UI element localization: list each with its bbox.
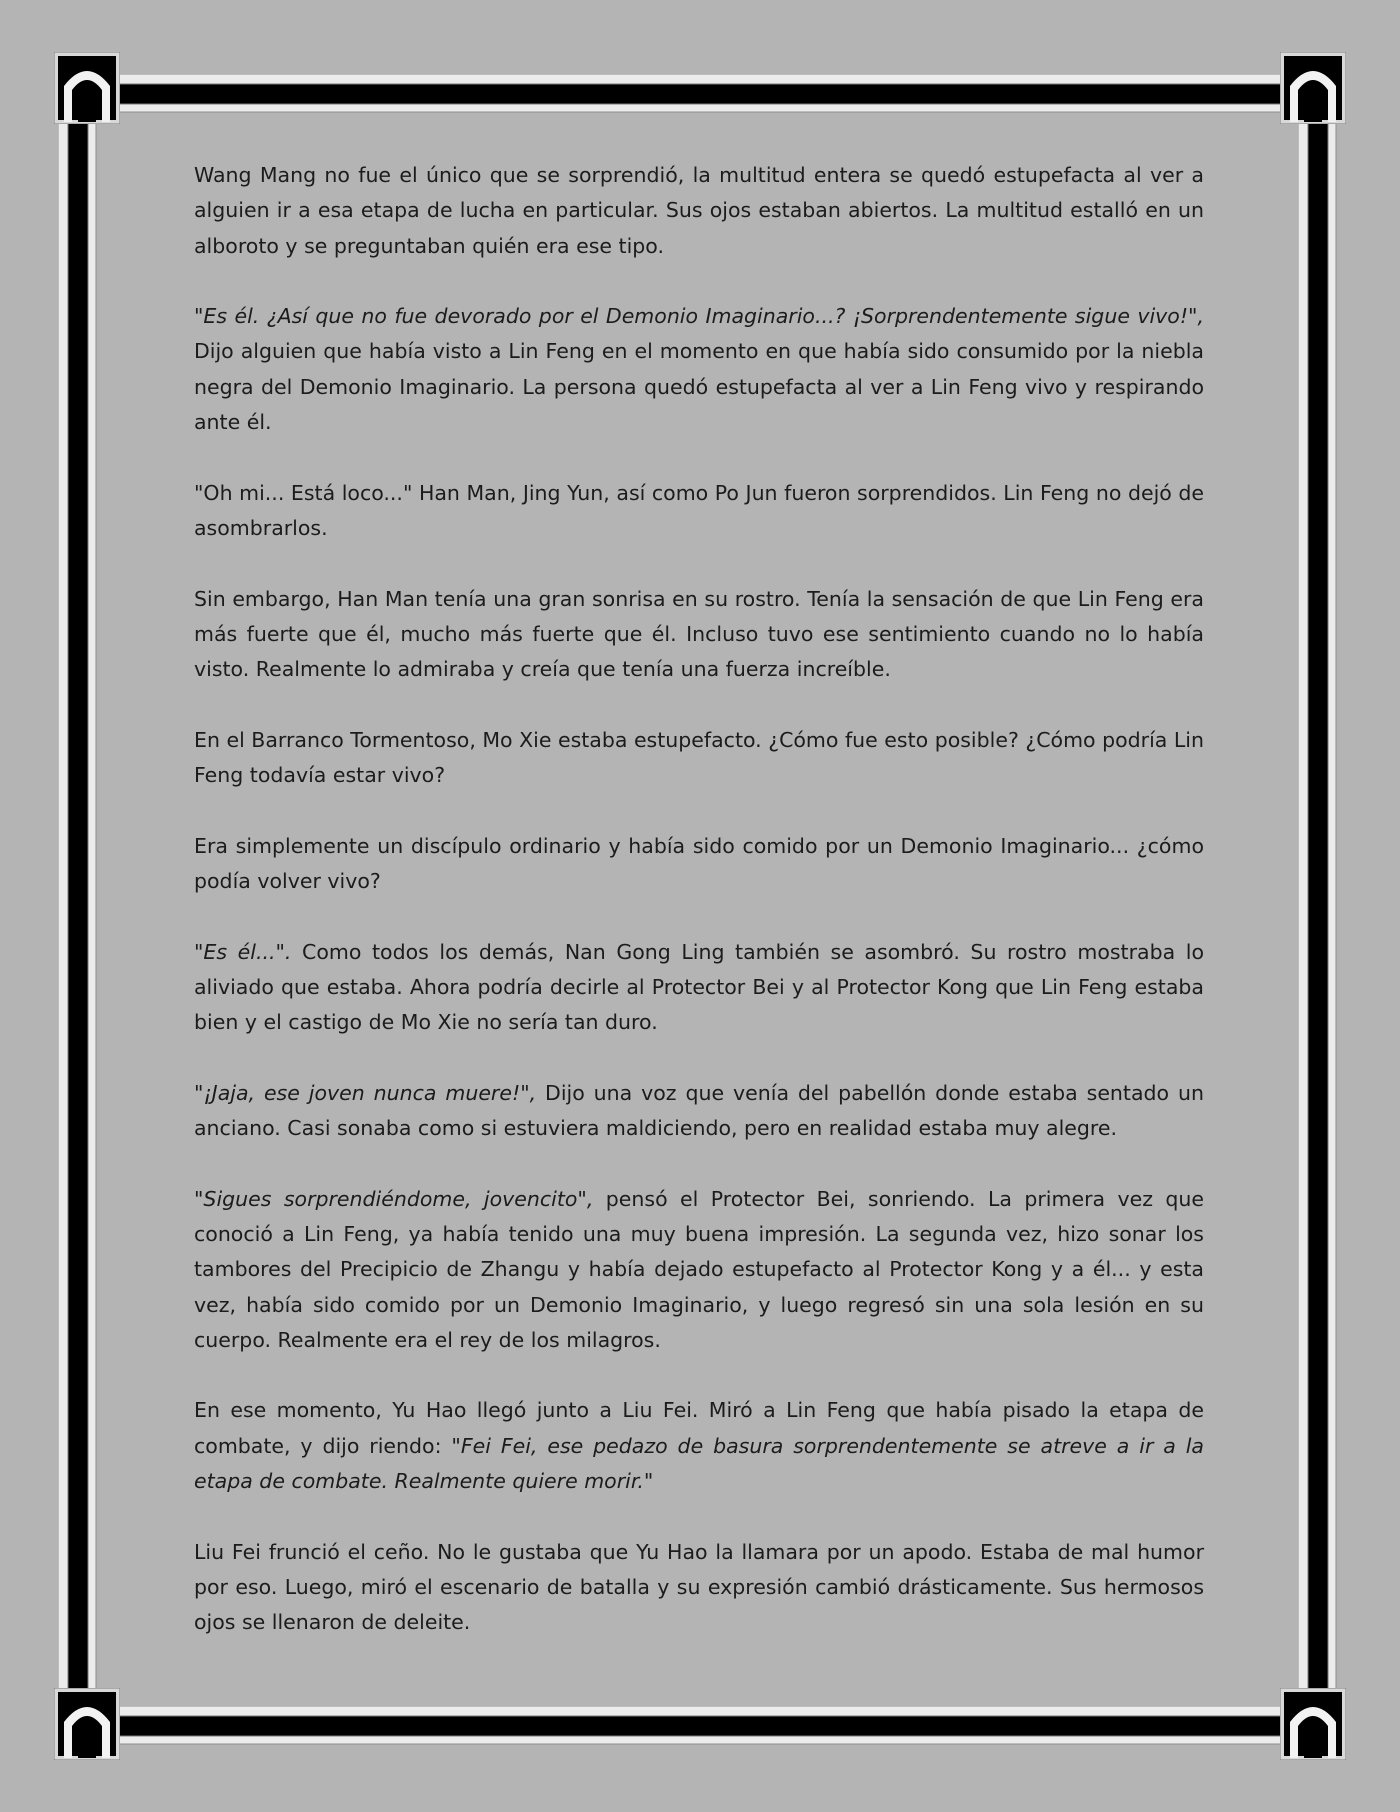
- paragraph-text: Wang Mang no fue el único que se sorprendió, la multitud entera se quedó estupefacta al ver a alguien ir a esa etapa de lucha en particular. Sus ojos estaban abiertos. La multitud estalló en un alboroto y se preguntaban quién era ese tipo.: [194, 163, 1204, 258]
- paragraph: [194, 935, 1204, 1041]
- paragraph: [194, 1535, 1204, 1641]
- corner-ornament-bottom-left: [54, 1688, 120, 1760]
- quote-text: "Es él. ¿Así que no fue devorado por el Demonio Imaginario...? ¡Sorprendentemente sigue vivo!",: [194, 304, 1204, 329]
- paragraph-text: Sin embargo, Han Man tenía una gran sonrisa en su rostro. Tenía la sensación de que Lin Feng era más fuerte que él, mucho más fuerte que él. Incluso tuvo ese sentimiento cuando no lo había visto. Realmente lo admiraba y creía que tenía una fuerza increíble.: [194, 586, 1204, 682]
- paragraph-text: En el Barranco Tormentoso, Mo Xie estaba estupefacto. ¿Cómo fue esto posible? ¿Cómo podría Lin Feng todavía estar vivo?: [194, 727, 1204, 788]
- corner-ornament-bottom-right: [1280, 1688, 1346, 1760]
- paragraph-text: Dijo una voz que venía del pabellón donde estaba sentado un anciano. Casi sonaba como si estuviera maldiciendo, pero en realidad estaba muy alegre.: [194, 1080, 1204, 1141]
- paragraph-text: "Oh mi... Está loco..." Han Man, Jing Yun, así como Po Jun fueron sorprendidos. Lin Feng no dejó de asombrarlos.: [194, 480, 1204, 540]
- frame-left-border: [58, 100, 102, 1712]
- paragraph: [194, 1182, 1204, 1358]
- paragraph: [194, 829, 1204, 900]
- paragraph: [194, 723, 1204, 794]
- paragraph-text: En ese momento, Yu Hao llegó junto a Liu Fei. Miró a Lin Feng que había pisado la etapa de combate, y dijo riendo:: [194, 1398, 1204, 1458]
- paragraph: [194, 1393, 1204, 1499]
- paragraph-text: Dijo alguien que había visto a Lin Feng en el momento en que había sido consumido por la niebla negra del Demonio Imaginario. La persona quedó estupefacta al ver a Lin Feng vivo y respirando ante él.: [194, 339, 1204, 435]
- paragraph-text: pensó el Protector Bei, sonriendo. La primera vez que conoció a Lin Feng, ya había tenido una muy buena impresión. La segunda vez, hizo sonar los tambores del Precipicio de Zhangu y había dejado estupefacto al Protector Kong y a él... y esta vez, había sido comido por un Demonio Imaginario, y luego regresó sin una sola lesión en su cuerpo. Realmente era el rey de los milagros.: [194, 1186, 1204, 1352]
- paragraph: [194, 158, 1204, 264]
- quote-text: "¡Jaja, ese joven nunca muere!",: [194, 1080, 537, 1105]
- corner-ornament-top-right: [1280, 52, 1346, 124]
- paragraph: [194, 582, 1204, 688]
- frame-top-border: [100, 74, 1300, 118]
- paragraph-text: Era simplemente un discípulo ordinario y había sido comido por un Demonio Imaginario... ¿cómo podía volver vivo?: [194, 833, 1204, 893]
- paragraph-text: Como todos los demás, Nan Gong Ling también se asombró. Su rostro mostraba lo aliviado que estaba. Ahora podría decirle al Protector Bei y al Protector Kong que Lin Feng estaba bien y el castigo de Mo Xie no sería tan duro.: [194, 939, 1204, 1035]
- paragraph: [194, 299, 1204, 440]
- corner-ornament-top-left: [54, 52, 120, 124]
- frame-right-border: [1298, 100, 1342, 1712]
- page-body: [194, 158, 1204, 1640]
- quote-text: "Es él...".: [194, 939, 292, 964]
- paragraph: [194, 476, 1204, 547]
- quote-text: "Sigues sorprendiéndome, jovencito",: [194, 1186, 594, 1211]
- paragraph-text: Liu Fei frunció el ceño. No le gustaba que Yu Hao la llamara por un apodo. Estaba de mal humor por eso. Luego, miró el escenario de batalla y su expresión cambió drásticamente. Sus hermosos ojos se llenaron de deleite.: [194, 1539, 1204, 1635]
- paragraph: [194, 1076, 1204, 1147]
- frame-bottom-border: [100, 1706, 1300, 1750]
- quote-text: "Fei Fei, ese pedazo de basura sorprendentemente se atreve a ir a la etapa de combate. Realmente quiere morir.": [194, 1433, 1204, 1493]
